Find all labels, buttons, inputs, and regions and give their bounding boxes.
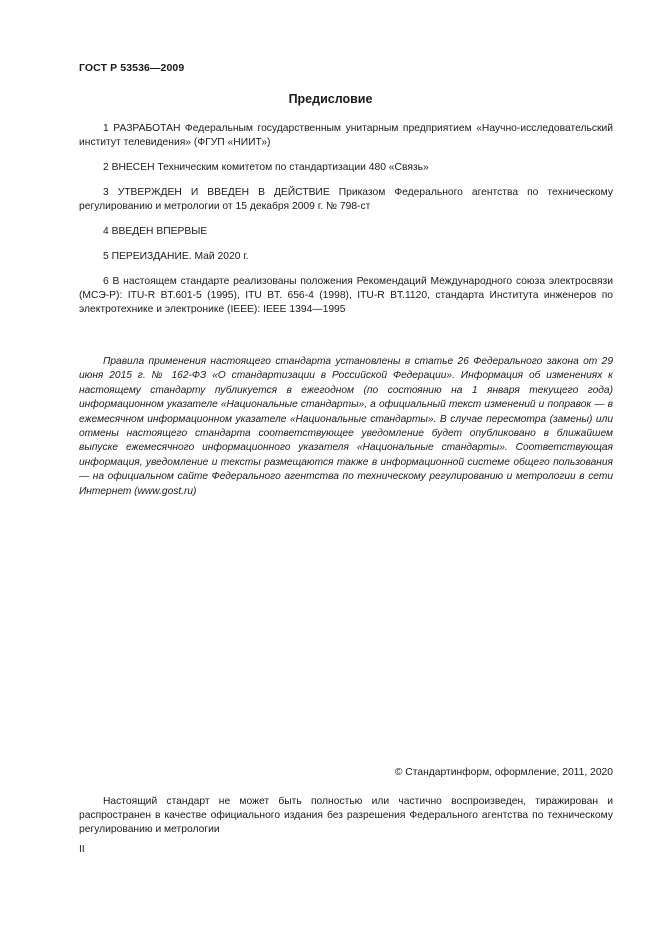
- foreword-item-5: 5 ПЕРЕИЗДАНИЕ. Май 2020 г.: [103, 251, 249, 262]
- foreword-item-3: 3 УТВЕРЖДЕН И ВВЕДЕН В ДЕЙСТВИЕ Приказом Федерального агентства по техническому регулированию и метрологии от 15 декабря 2009 г. № 798-ст: [79, 187, 613, 212]
- foreword-item-1: 1 РАЗРАБОТАН Федеральным государственным унитарным предприятием «Научно-исследовательский институт телевидения» (ФГУП «НИИТ»): [79, 123, 613, 148]
- foreword-item-4: 4 ВВЕДЕН ВПЕРВЫЕ: [103, 226, 208, 237]
- foreword-items: [79, 122, 613, 328]
- page-number: II: [79, 844, 85, 855]
- application-rules-notice: Правила применения настоящего стандарта установлены в статье 26 Федерального закона от 29 июня 2015 г. № 162-ФЗ «О стандартизации в Российской Федерации». Информация об изменениях к настоящему стандарту публикуется в ежегодном (по состоянию на 1 января текущего года) информационном указателе «Национальные стандарты», а официальный текст изменений и поправок — в ежемесячном информационном указателе «Национальные стандарты». В случае пересмотра (замены) или отмены настоящего стандарта соответствующее уведомление будет опубликовано в ближайшем выпуске ежемесячного информационного указателя «Национальные стандарты». Соответствующая информация, уведомление и тексты размещаются также в информационной системе общего пользования — на официальном сайте Федерального агентства по техническому регулированию и метрологии в сети Интернет (www.gost.ru): [79, 356, 613, 497]
- foreword-title: Предисловие: [288, 92, 373, 106]
- reproduction-notice: Настоящий стандарт не может быть полностью или частично воспроизведен, тиражирован и распространен в качестве официального издания без разрешения Федерального агентства по техническому регулированию и метрологии: [79, 796, 613, 835]
- copyright-line: © Стандартинформ, оформление, 2011, 2020: [394, 767, 613, 778]
- standard-code: ГОСТ Р 53536—2009: [79, 62, 185, 74]
- foreword-item-2: 2 ВНЕСЕН Техническим комитетом по стандартизации 480 «Связь»: [103, 162, 429, 173]
- foreword-item-6: 6 В настоящем стандарте реализованы положения Рекомендаций Международного союза электросвязи (МСЭ-Р): ITU-R BT.601-5 (1995), ITU BT. 656-4 (1998), ITU-R BT.1120, стандарта Института инженеров по электротехнике и электронике (IEEE): IEEE 1394—1995: [79, 276, 613, 315]
